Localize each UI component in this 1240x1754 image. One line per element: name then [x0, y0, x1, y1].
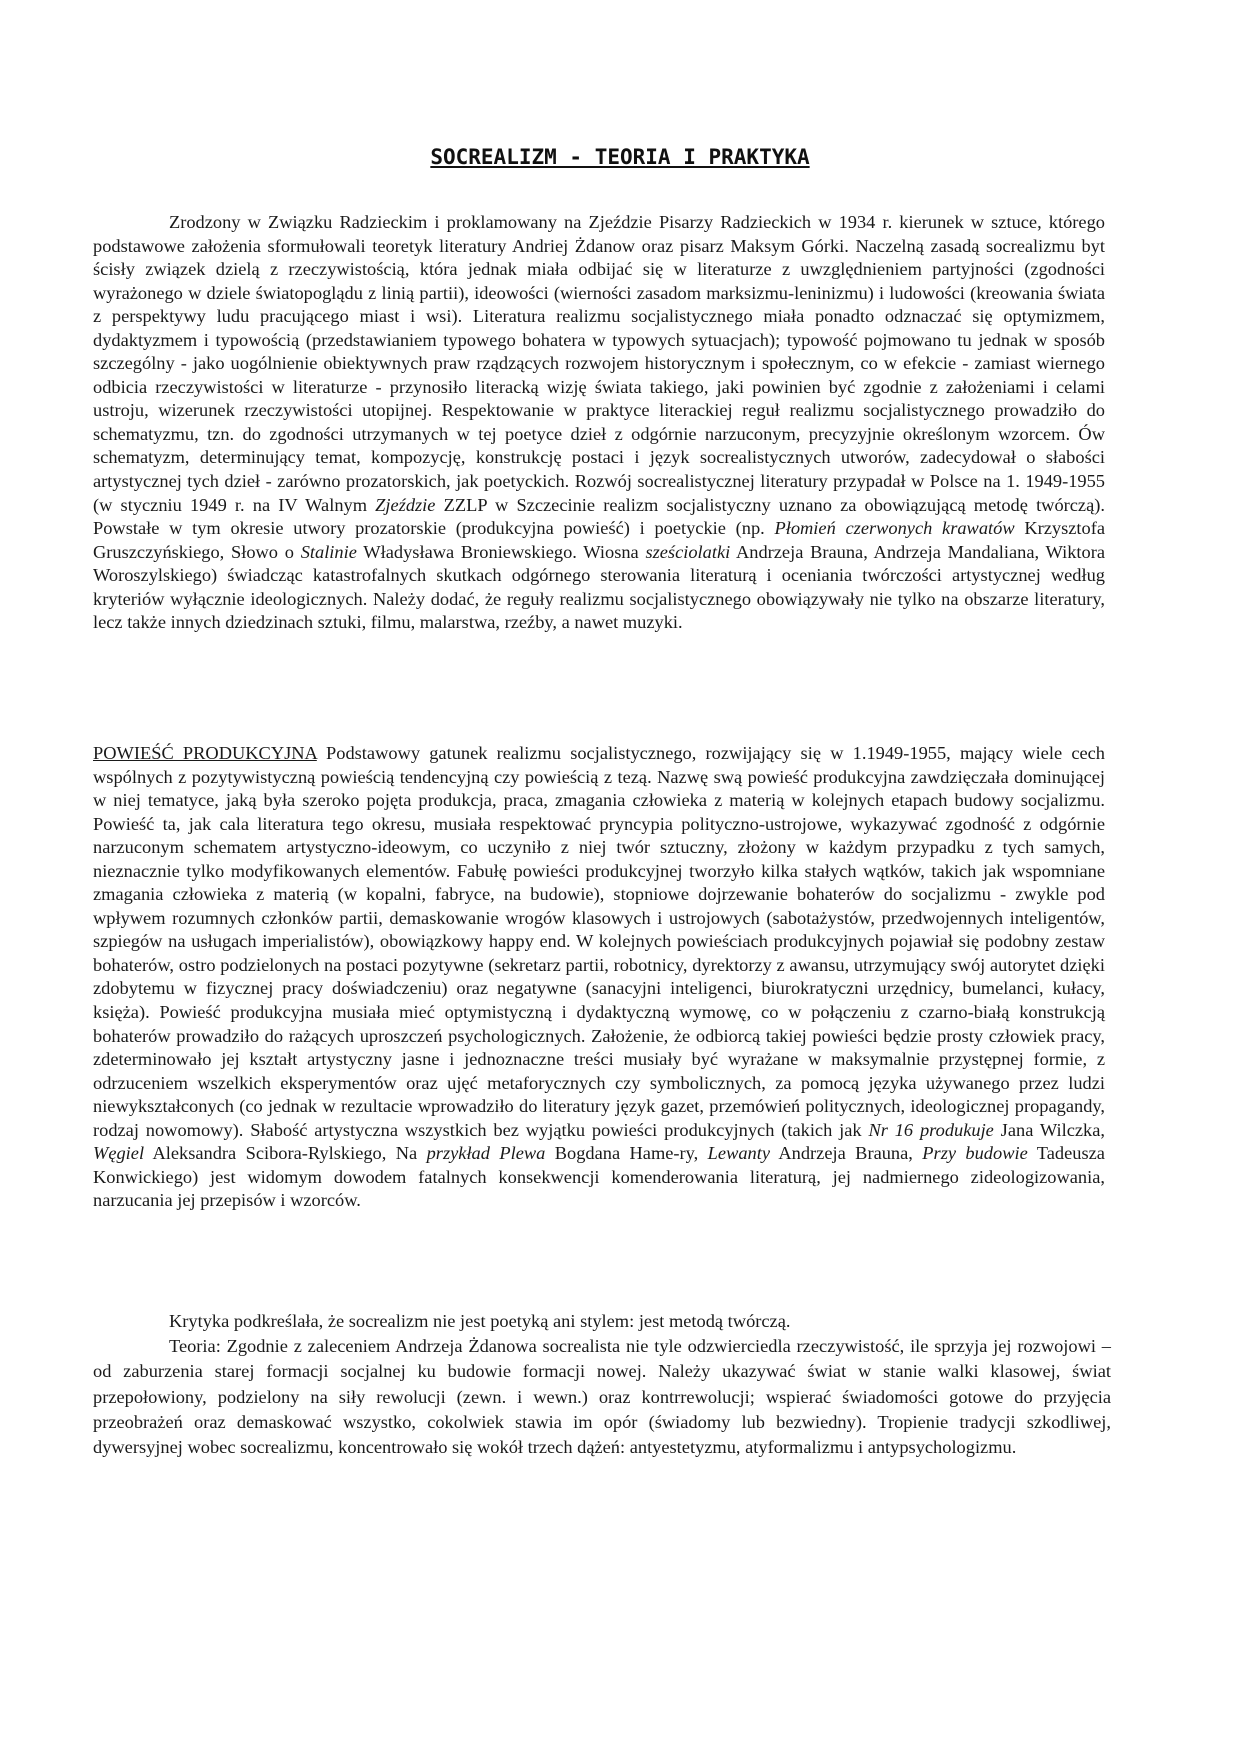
production-novel-body — [93, 743, 1105, 1210]
italic-title-run: Węgiel — [93, 1143, 145, 1164]
text-run: ZZLP w Szczecinie realizm socjalistyczny uznano za obowiązującą metodę twórczą). Powstałe w tym okresie utwory prozatorskie (produkcyjna powieść) i poetyckie (np. — [93, 494, 1105, 539]
italic-title-run: Płomień czerwonych krawatów — [774, 518, 1015, 539]
italic-title-run: Stalinie — [300, 541, 357, 562]
production-novel-section — [93, 742, 1105, 1213]
text-run: Tadeusza Konwickiego) jest widomym dowodem fatalnych konsekwencji komenderowania literaturą, jej nadmiernego zideologizowania, narzucania jej przepisów i wzorców. — [93, 1143, 1105, 1211]
intro-paragraph — [93, 211, 1105, 635]
theory-paragraph: Teoria: Zgodnie z zaleceniem Andrzeja Żdanowa socrealista nie tyle odzwierciedla rzeczywistość, ile sprzyja jej rozwojowi – od zaburzenia starej formacji socjalnej ku budowie formacji nowej. Należy ukazywać świat w stanie walki klasowej, świat przepołowiony, podzielony na siły rewolucji (zewn. i wewn.) oraz kontrrewolucji; wspierać świadomości gotowe do przyjęcia przeobrażeń oraz demaskować wszystko, cokolwiek stawia im opór (świadomy lub bezwiedny). Tropienie tradycji szkodliwej, dywersyjnej wobec socrealizmu, koncentrowało się wokół trzech dążeń: antyestetyzmu, atyformalizmu i antypsychologizmu. — [93, 1336, 1111, 1458]
theory-section — [93, 1309, 1111, 1460]
text-run: Aleksandra Scibora-Rylskiego, Na — [144, 1143, 427, 1164]
italic-title-run: Nr 16 produkuje — [868, 1119, 994, 1140]
text-run: Andrzeja Brauna, Andrzeja Mandaliana, Wiktora Woroszylskiego) świadcząc katastrofalnych skutkach odgórnego sterowania literaturą i oceniania twórczości artystycznej według kryteriów wyłącznie ideologicznych. Należy dodać, że reguły realizmu socjalistycznego obowiązywały nie tylko na obszarze literatury, lecz także innych dziedzinach sztuki, filmu, malarstwa, rzeźby, a nawet muzyki. — [93, 541, 1105, 633]
production-novel-paragraph — [93, 742, 1105, 1213]
section-heading: POWIEŚĆ PRODUKCYJNA — [93, 743, 317, 763]
italic-title-run: Przy budowie — [922, 1143, 1028, 1164]
text-run: Podstawowy gatunek realizmu socjalistycznego, rozwijający się w 1.1949-1955, mający wiele cech wspólnych z pozytywistyczną powieścią tendencyjną czy powieścią z tezą. Nazwę swą powieść produkcyjna zawdzięczała dominującej w niej tematyce, jaką była szeroko pojęta produkcja, praca, zmagania człowieka z materią w kolejnych etapach budowy socjalizmu. Powieść ta, jak cala literatura tego okresu, musiała respektować pryncypia polityczno-ustrojowe, wykazywać zgodność z odgórnie narzuconym schematem artystyczno-ideowym, co uczyniło z niej twór sztuczny, złożony w każdym przypadku z tych samych, nieznacznie tylko modyfikowanych elementów. Fabułę powieści produkcyjnej tworzyło kilka stałych wątków, takich jak wspomniane zmagania człowieka z materią (w kopalni, fabryce, na budowie), stopniowe dojrzewanie bohaterów do socjalizmu - zwykle pod wpływem rozumnych członków partii, demaskowanie wrogów klasowych i ustrojowych (sabotażystów, przedwojennych inteligentów, szpiegów na usługach imperialistów), obowiązkowy happy end. W kolejnych powieściach produkcyjnych pojawiał się podobny zestaw bohaterów, ostro podzielonych na postaci pozytywne (sekretarz partii, robotnicy, dyrektorzy z awansu, utrzymujący swój autorytet dzięki zdobytemu w fizycznej pracy doświadczeniu) oraz negatywne (sanacyjni inteligenci, biurokratyczni urzędnicy, bumelanci, kułacy, księża). Powieść produkcyjna musiała mieć optymistyczną i dydaktyczną wymowę, co w połączeniu z czarno-białą konstrukcją bohaterów prowadziło do rażących uproszczeń psychologicznych. Założenie, że odbiorcą takiej powieści będzie prosty człowiek pracy, zdeterminowało jej kształt artystyczny jasne i jednoznaczne treści musiały być wyrażane w maksymalnie przystępnej formie, z odrzuceniem wszelkich eksperymentów oraz ujęć metaforycznych czy symbolicznych, za pomocą języka używanego przez ludzi niewykształconych (co jednak w rezultacie wprowadziło do literatury język gazet, przemówień politycznych, ideologicznej propagandy, rodzaj nowomowy). Słabość artystyczna wszystkich bez wyjątku powieści produkcyjnych (takich jak — [93, 743, 1106, 1140]
text-run: Andrzeja Brauna, — [770, 1143, 923, 1164]
text-run: Krzysztofa Gruszczyńskiego, Słowo o — [93, 518, 1105, 562]
italic-title-run: sześciolatki — [645, 541, 731, 562]
text-run: Bogdana Hame-ry, — [545, 1143, 708, 1164]
text-run: Władysława Broniewskiego. Wiosna — [356, 541, 646, 562]
text-run: Zrodzony w Związku Radzieckim i proklamowany na Zjeździe Pisarzy Radzieckich w 1934 r. kierunek w sztuce, którego podstawowe założenia sformułowali teoretyk literatury Andriej Żdanow oraz pisarz Maksym Górki. Naczelną zasadą socrealizmu byt ścisły związek dzielą z rzeczywistością, która jednak miała odbijać się w literaturze z uwzględnieniem partyjności (zgodności wyrażonego w dziele światopoglądu z linią partii), ideowości (wierności zasadom marksizmu-leninizmu) i ludowości (kreowania świata z perspektywy ludu pracującego miast i wsi). Literatura realizmu socjalistycznego miała ponadto odznaczać się optymizmem, dydaktyzmem i typowością (przedstawianiem typowego bohatera w typowych sytuacjach); typowość pojmowano tu jednak w sposób szczególny - jako uogólnienie obiektywnych praw rządzących rozwojem historycznym i społecznym, co w efekcie - zamiast wiernego odbicia rzeczywistości w literaturze - przynosiło literacką wizję świata takiego, jaki powinien być zgodnie z założeniami i celami ustroju, wizerunek rzeczywistości utopijnej. Respektowanie w praktyce literackiej reguł realizmu socjalistycznego prowadziło do schematyzmu, tzn. do zgodności utrzymanych w tej poetyce dzieł z odgórnie narzuconym, precyzyjnie określonym wzorcem. Ów schematyzm, determinujący temat, kompozycję, konstrukcję postaci i język socrealistycznych utworów, zadecydował o słabości artystycznej tych dzieł - zarówno prozatorskich, jak poetyckich. Rozwój socrealistycznej literatury przypadał w Polsce na 1. 1949-1955 (w styczniu 1949 r. na IV Walnym — [93, 212, 1105, 515]
italic-title-run: Zjeździe — [375, 494, 436, 515]
italic-title-run: Lewanty — [707, 1143, 770, 1164]
page-title: SOCREALIZM - TEORIA I PRAKTYKA — [430, 145, 810, 169]
critique-paragraph: Krytyka podkreślała, że socrealizm nie jest poetyką ani stylem: jest metodą twórczą. — [169, 1311, 791, 1331]
text-run: Jana Wilczka, — [993, 1119, 1105, 1140]
intro-section — [93, 211, 1105, 635]
italic-title-run: przykład Plewa — [426, 1143, 546, 1164]
